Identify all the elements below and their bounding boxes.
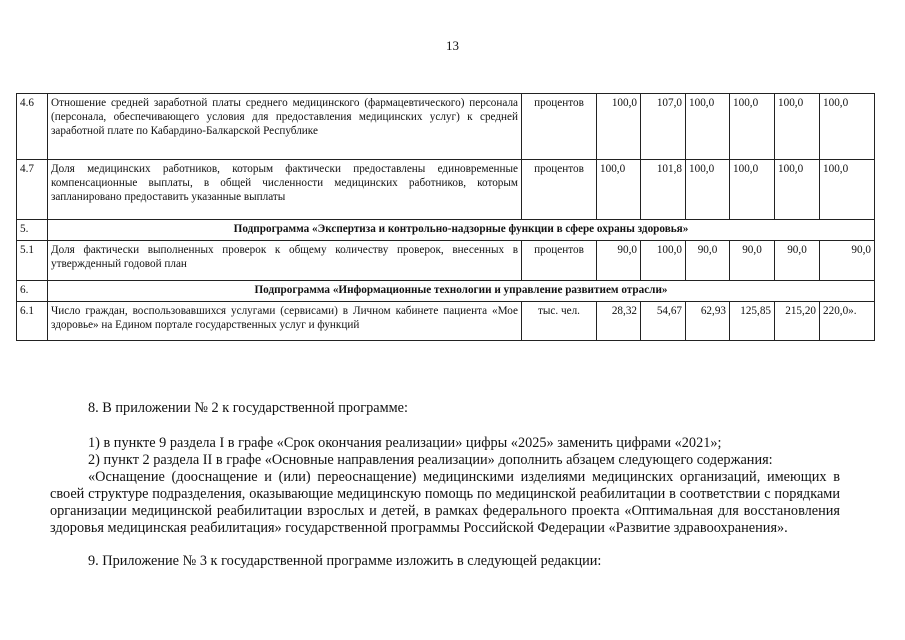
value-cell: 107,0 bbox=[641, 94, 686, 160]
subprogram-title: Подпрограмма «Экспертиза и контрольно-надзорные функции в сфере охраны здоровья» bbox=[48, 220, 875, 241]
table-row bbox=[17, 302, 875, 341]
paragraph: 8. В приложении № 2 к государственной программе: bbox=[88, 400, 408, 416]
unit-cell: процентов bbox=[522, 94, 597, 160]
value-cell: 100,0 bbox=[597, 160, 641, 220]
indicator-name: Отношение средней заработной платы среднего медицинского (фармацевтического) персонала (персонала, обеспечивающего условия для предоставления медицинских услуг) к средней заработной плате по Кабардино-Балкарской Республике bbox=[48, 94, 522, 160]
value-cell: 100,0 bbox=[641, 241, 686, 281]
value-cell: 100,0 bbox=[686, 160, 730, 220]
value-cell: 90,0 bbox=[597, 241, 641, 281]
value-cell: 90,0 bbox=[686, 241, 730, 281]
value-cell: 100,0 bbox=[775, 160, 820, 220]
row-number: 6. bbox=[17, 281, 48, 302]
unit-cell: тыс. чел. bbox=[522, 302, 597, 341]
value-cell: 54,67 bbox=[641, 302, 686, 341]
indicator-name: Доля фактически выполненных проверок к общему количеству проверок, внесенных в утвержденный годовой план bbox=[48, 241, 522, 281]
paragraph: 2) пункт 2 раздела II в графе «Основные направления реализации» дополнить абзацем следующего содержания: bbox=[88, 452, 773, 468]
value-cell: 90,0 bbox=[775, 241, 820, 281]
row-number: 4.7 bbox=[17, 160, 48, 220]
indicator-name: Число граждан, воспользовавшихся услугами (сервисами) в Личном кабинете пациента «Мое здоровье» на Едином портале государственных услуг и функций bbox=[48, 302, 522, 341]
value-cell: 62,93 bbox=[686, 302, 730, 341]
page-number: 13 bbox=[446, 38, 459, 53]
unit-cell: процентов bbox=[522, 160, 597, 220]
indicators-table bbox=[16, 93, 875, 341]
value-cell: 100,0 bbox=[597, 94, 641, 160]
value-cell: 100,0 bbox=[820, 160, 875, 220]
row-number: 6.1 bbox=[17, 302, 48, 341]
value-cell: 100,0 bbox=[775, 94, 820, 160]
table-row bbox=[17, 160, 875, 220]
table-row bbox=[17, 241, 875, 281]
value-cell: 100,0 bbox=[686, 94, 730, 160]
value-cell: 125,85 bbox=[730, 302, 775, 341]
value-cell: 101,8 bbox=[641, 160, 686, 220]
table-row bbox=[17, 94, 875, 160]
row-number: 4.6 bbox=[17, 94, 48, 160]
value-cell: 100,0 bbox=[730, 160, 775, 220]
value-cell: 28,32 bbox=[597, 302, 641, 341]
unit-cell: процентов bbox=[522, 241, 597, 281]
document-body bbox=[50, 400, 840, 570]
indicator-name: Доля медицинских работников, которым фактически предоставлены единовременные компенсационные выплаты, в общей численности медицинских работников, которым запланировано предоставить указанные выплаты bbox=[48, 160, 522, 220]
value-cell: 90,0 bbox=[730, 241, 775, 281]
table-row bbox=[17, 281, 875, 302]
value-cell: 220,0». bbox=[820, 302, 875, 341]
paragraph: 1) в пункте 9 раздела I в графе «Срок окончания реализации» цифры «2025» заменить цифрами «2021»; bbox=[88, 435, 722, 451]
value-cell: 100,0 bbox=[730, 94, 775, 160]
value-cell: 215,20 bbox=[775, 302, 820, 341]
row-number: 5.1 bbox=[17, 241, 48, 281]
subprogram-title: Подпрограмма «Информационные технологии и управление развитием отрасли» bbox=[48, 281, 875, 302]
paragraph: 9. Приложение № 3 к государственной программе изложить в следующей редакции: bbox=[88, 553, 602, 569]
table-row bbox=[17, 220, 875, 241]
row-number: 5. bbox=[17, 220, 48, 241]
value-cell: 100,0 bbox=[820, 94, 875, 160]
paragraph: «Оснащение (дооснащение и (или) переоснащение) медицинскими изделиями медицинских организаций, имеющих в своей структуре подразделения, оказывающие медицинскую помощь по медицинской реабилитации в соответствии с порядками организации медицинской реабилитации взрослых и детей, в рамках федерального проекта «Оптимальная для восстановления здоровья медицинская реабилитация» государственной программы Российской Федерации «Развитие здравоохранения». bbox=[50, 469, 840, 536]
value-cell: 90,0 bbox=[820, 241, 875, 281]
